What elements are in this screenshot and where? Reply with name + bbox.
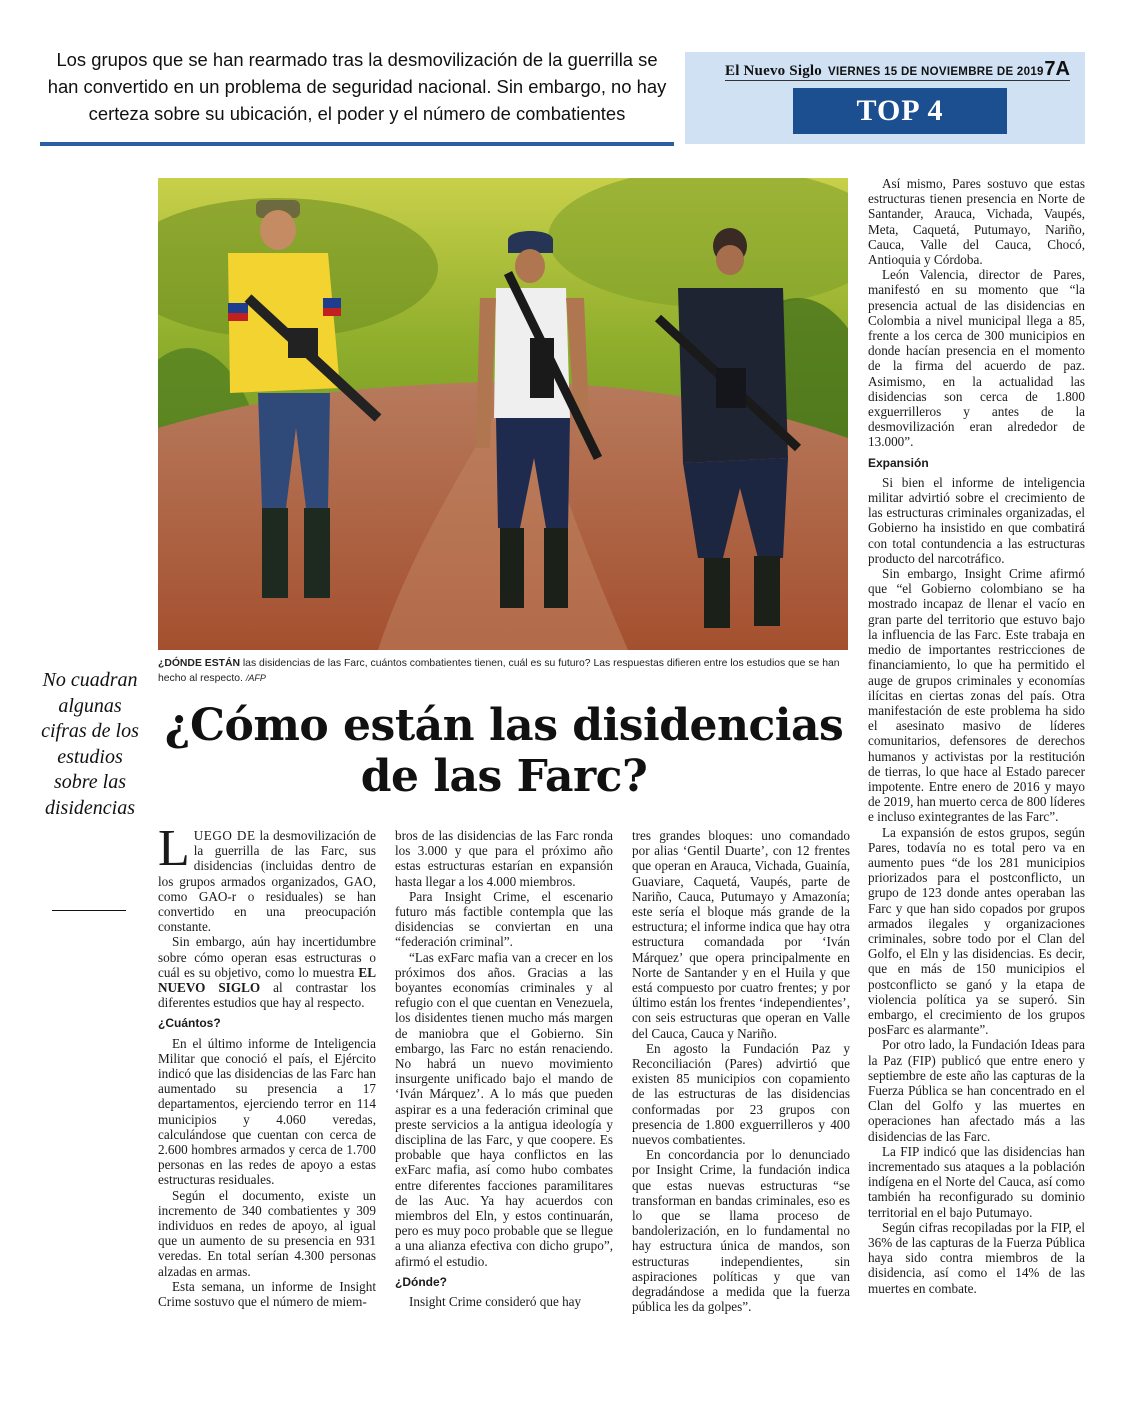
drop-cap: L xyxy=(158,820,190,877)
paragraph: Para Insight Crime, el escenario futuro más factible contempla que las disidencias se conviertan en una “federación criminal”. xyxy=(395,888,613,950)
lead-caps: UEGO DE xyxy=(193,828,256,843)
paragraph-text: Sin embargo, aún hay incertidumbre sobre cómo operan esas estructuras o cuál es su objetivo, como lo muestra xyxy=(158,934,376,980)
subhead-cuantos: ¿Cuántos? xyxy=(158,1016,221,1031)
paragraph: La expansión de estos grupos, según Pares, todavía no es total pero va en aumento pues “de los 281 municipios priorizados para el postconflicto, un grupo de 123 donde antes operaban las Farc y que han sido copados por grupos armados ilegales y organizaciones criminales, sobre todo por el Clan del Golfo, el Eln y las disidencias. Es decir, que en más de 150 municipios el postconflicto se ganó y la etapa de violencia política ya se superó. Sin embargo, el crecimiento de los grupos posFarc es alarmante”. xyxy=(868,824,1085,1038)
article-column-3 xyxy=(632,828,850,1315)
paragraph: En concordancia por lo denunciado por Insight Crime, la fundación indica que estas nuevas estructuras “se transforman en bandas criminales, eso es lo que se llama proceso de bandolerización, en lo fundamental no hay estructura única de mandos, son estructuras independientes, sin aspiraciones políticas y que van degradándose a medida que la fuerza pública les da golpes”. xyxy=(632,1147,850,1315)
article-column-2 xyxy=(395,828,613,1309)
section-tag: TOP 4 xyxy=(793,88,1007,134)
paragraph: Sin embargo, Insight Crime afirmó que “el Gobierno colombiano se ha mostrado incapaz de llenar el vacío en gran parte del territorio que estuvo bajo la influencia de las Farc. Este trabaja en medio de importantes restricciones de financiamiento, lo que ha permitido el auge de grupos criminales y economías ilícitas en ciertas zonas del país. Otra manifestación de este problema ha sido el asesinato masivo de líderes comunitarios, defensores de derechos humanos y activistas por la restitución de tierras, lo que hace al Estado parecer impotente. Entre enero de 2016 y mayo de 2019, han muerto cerca de 800 líderes e incluso exintegrantes de las Farc”. xyxy=(868,566,1085,825)
pull-quote-rule xyxy=(52,910,126,911)
paragraph: La FIP indicó que las disidencias han incrementado sus ataques a la población indígena en el Norte del Cauca, así como también ha reconfigurado su dominio territorial en el bajo Putumayo. xyxy=(868,1143,1085,1220)
paper-mention: EL NUEVO SIGLO xyxy=(158,964,377,996)
caption-text: las disidencias de las Farc, cuántos combatientes tienen, cuál es su futuro? Las respuestas difieren entre los estudios que se han hecho al respecto. xyxy=(158,658,840,684)
page-header xyxy=(685,52,1085,144)
paragraph: En el último informe de Inteligencia Militar que conoció el país, el Ejército indicó que las disidencias de las Farc han aumentado su presencia a 17 departamentos, ejerciendo terror en 114 municipios y 4.060 veredas, calculándose que cuentan con cerca de 2.600 hombres armados y cerca de 1.700 personas en las redes de apoyo a estas estructuras residuales. xyxy=(158,1035,376,1188)
paragraph: Así mismo, Pares sostuvo que estas estructuras tienen presencia en Norte de Santander, Arauca, Vichada, Vaupés, Meta, Caquetá, Putumayo, Nariño, Cauca, Valle del Cauca, Chocó, Antioquia y Córdoba. xyxy=(868,176,1085,268)
paragraph: León Valencia, director de Pares, manifestó en su momento que “la presencia actual de las disidencias en Colombia a nivel municipal llega a 85, frente a los cerca de 300 municipios en donde hacían presencia en el momento de la firma del acuerdo de paz. Asimismo, en la actualidad las disidencias son cerca de 1.800 exguerrilleros y antes de la desmovilización eran alrededor de 13.000”. xyxy=(868,267,1085,450)
issue-date: VIERNES 15 DE NOVIEMBRE DE 2019 xyxy=(827,66,1044,78)
article-deck: Los grupos que se han rearmado tras la desmovilización de la guerrilla se han convertido en un problema de seguridad nacional. Sin embargo, no hay certeza sobre su ubicación, el poder y el número de combatientes xyxy=(47,49,667,124)
paragraph: Si bien el informe de inteligencia militar advirtió sobre el crecimiento de las estructuras criminales organizadas, el Gobierno ha insistido en que combatirá con total contundencia a las estructuras producto del narcotráfico. xyxy=(868,474,1085,566)
paragraph: Insight Crime consideró que hay xyxy=(409,1294,582,1310)
article-column-1 xyxy=(158,820,377,1310)
paragraph-text: al contrastar los diferentes estudios que hay al respecto. xyxy=(158,980,377,1011)
paragraph: Según cifras recopiladas por la FIP, el 36% de las capturas de la Fuerza Pública haya sido contra miembros de la disidencia, así como el 14% de las muertes en combate. xyxy=(868,1219,1085,1296)
paragraph: bros de las disidencias de las Farc ronda los 3.000 y que para el próximo año estas estructuras estarían en expansión hasta llegar a los 4.000 miembros. xyxy=(395,828,613,889)
paragraph xyxy=(158,934,376,1010)
paper-name: El Nuevo Siglo xyxy=(725,63,822,79)
caption-kicker: ¿DÓNDE ESTÁN xyxy=(158,658,240,669)
paragraph: En agosto la Fundación Paz y Reconciliación (Pares) advirtió que existen 85 municipios con copamiento de las estructuras de las disidencias conformadas por 23 grupos con presencia de 1.800 exguerrilleros y 400 nuevos combatientes. xyxy=(632,1040,850,1148)
article-column-4 xyxy=(868,176,1085,1296)
lead-paragraph xyxy=(158,820,376,935)
paragraph: “Las exFarc mafia van a crecer en los próximos dos años. Gracias a las boyantes economías criminales y al refugio con el que cuentan en Venezuela, los disidentes tienen mucho más margen de maniobra que el Gobierno. Sin embargo, las Farc no están renaciendo. No habrá un nuevo movimiento insurgente unificado bajo el mando de ‘Iván Márquez’. A lo más que pueden aspirar es a una federación criminal que preste servicios a la antigua ideología y disciplina de las Farc, y que coopere. Es probable que haya conflictos en las exFarc mafia, así como hubo combates entre diferentes facciones paramilitares de las Auc. Ya hay acuerdos con miembros del Eln, y estos continuarán, pero es muy poco probable que se llegue a una alianza efectiva con dicho grupo”, afirmó el estudio. xyxy=(395,949,613,1269)
headline: ¿Cómo están las disidencias de las Farc? xyxy=(164,700,844,802)
page-number: 7A xyxy=(1044,58,1070,80)
subhead-donde: ¿Dónde? xyxy=(395,1274,447,1289)
subhead-expansion: Expansión xyxy=(868,455,929,470)
paragraph: tres grandes bloques: uno comandado por alias ‘Gentil Duarte’, con 12 frentes que operan en Arauca, Vichada, Guainía, Guaviare, Caquetá, Vaupés, parte de Nariño, Cauca, Putumayo y Amazonía; este sería el bloque más grande de la estructura; el informe indica que hay otra estructura comandada por ‘Iván Márquez’ que opera principalmente en Norte de Santander y en el Huila y que está compuesto por cuatro frentes; y por último están los frentes ‘independientes’, con seis estructuras que operan en Valle del Cauca, Cauca y Nariño. xyxy=(632,828,850,1041)
masthead xyxy=(725,58,1070,80)
paragraph: Esta semana, un informe de Insight Crime sostuvo que el número de miem- xyxy=(158,1278,376,1310)
main-photo xyxy=(158,178,848,650)
paragraph: Según el documento, existe un incremento de 340 combatientes y 309 individuos en redes de apoyo, al igual que un aumento de su presencia en 931 veredas. En total serían 4.300 personas alzadas en armas. xyxy=(158,1187,376,1279)
pull-quote: No cuadran algunas cifras de los estudios sobre las disidencias xyxy=(41,669,139,819)
photo-caption xyxy=(158,656,850,686)
paragraph: Por otro lado, la Fundación Ideas para la Paz (FIP) publicó que entre enero y septiembre de este año las capturas de la Fuerza Pública se han concentrado en el Clan del Golfo y las muertes en operaciones han afectado más a las disidencias de las Farc. xyxy=(868,1037,1085,1144)
masthead-rule xyxy=(725,80,1070,81)
lead-text: la desmovilización de la guerrilla de las Farc, sus disidencias (incluidas dentro de los grupos armados organizados, GAO, como GAO-r o residuales) se han convertido en una preocupación constante. xyxy=(158,828,376,935)
photo-credit: /AFP xyxy=(245,673,266,683)
deck-rule xyxy=(40,142,674,146)
